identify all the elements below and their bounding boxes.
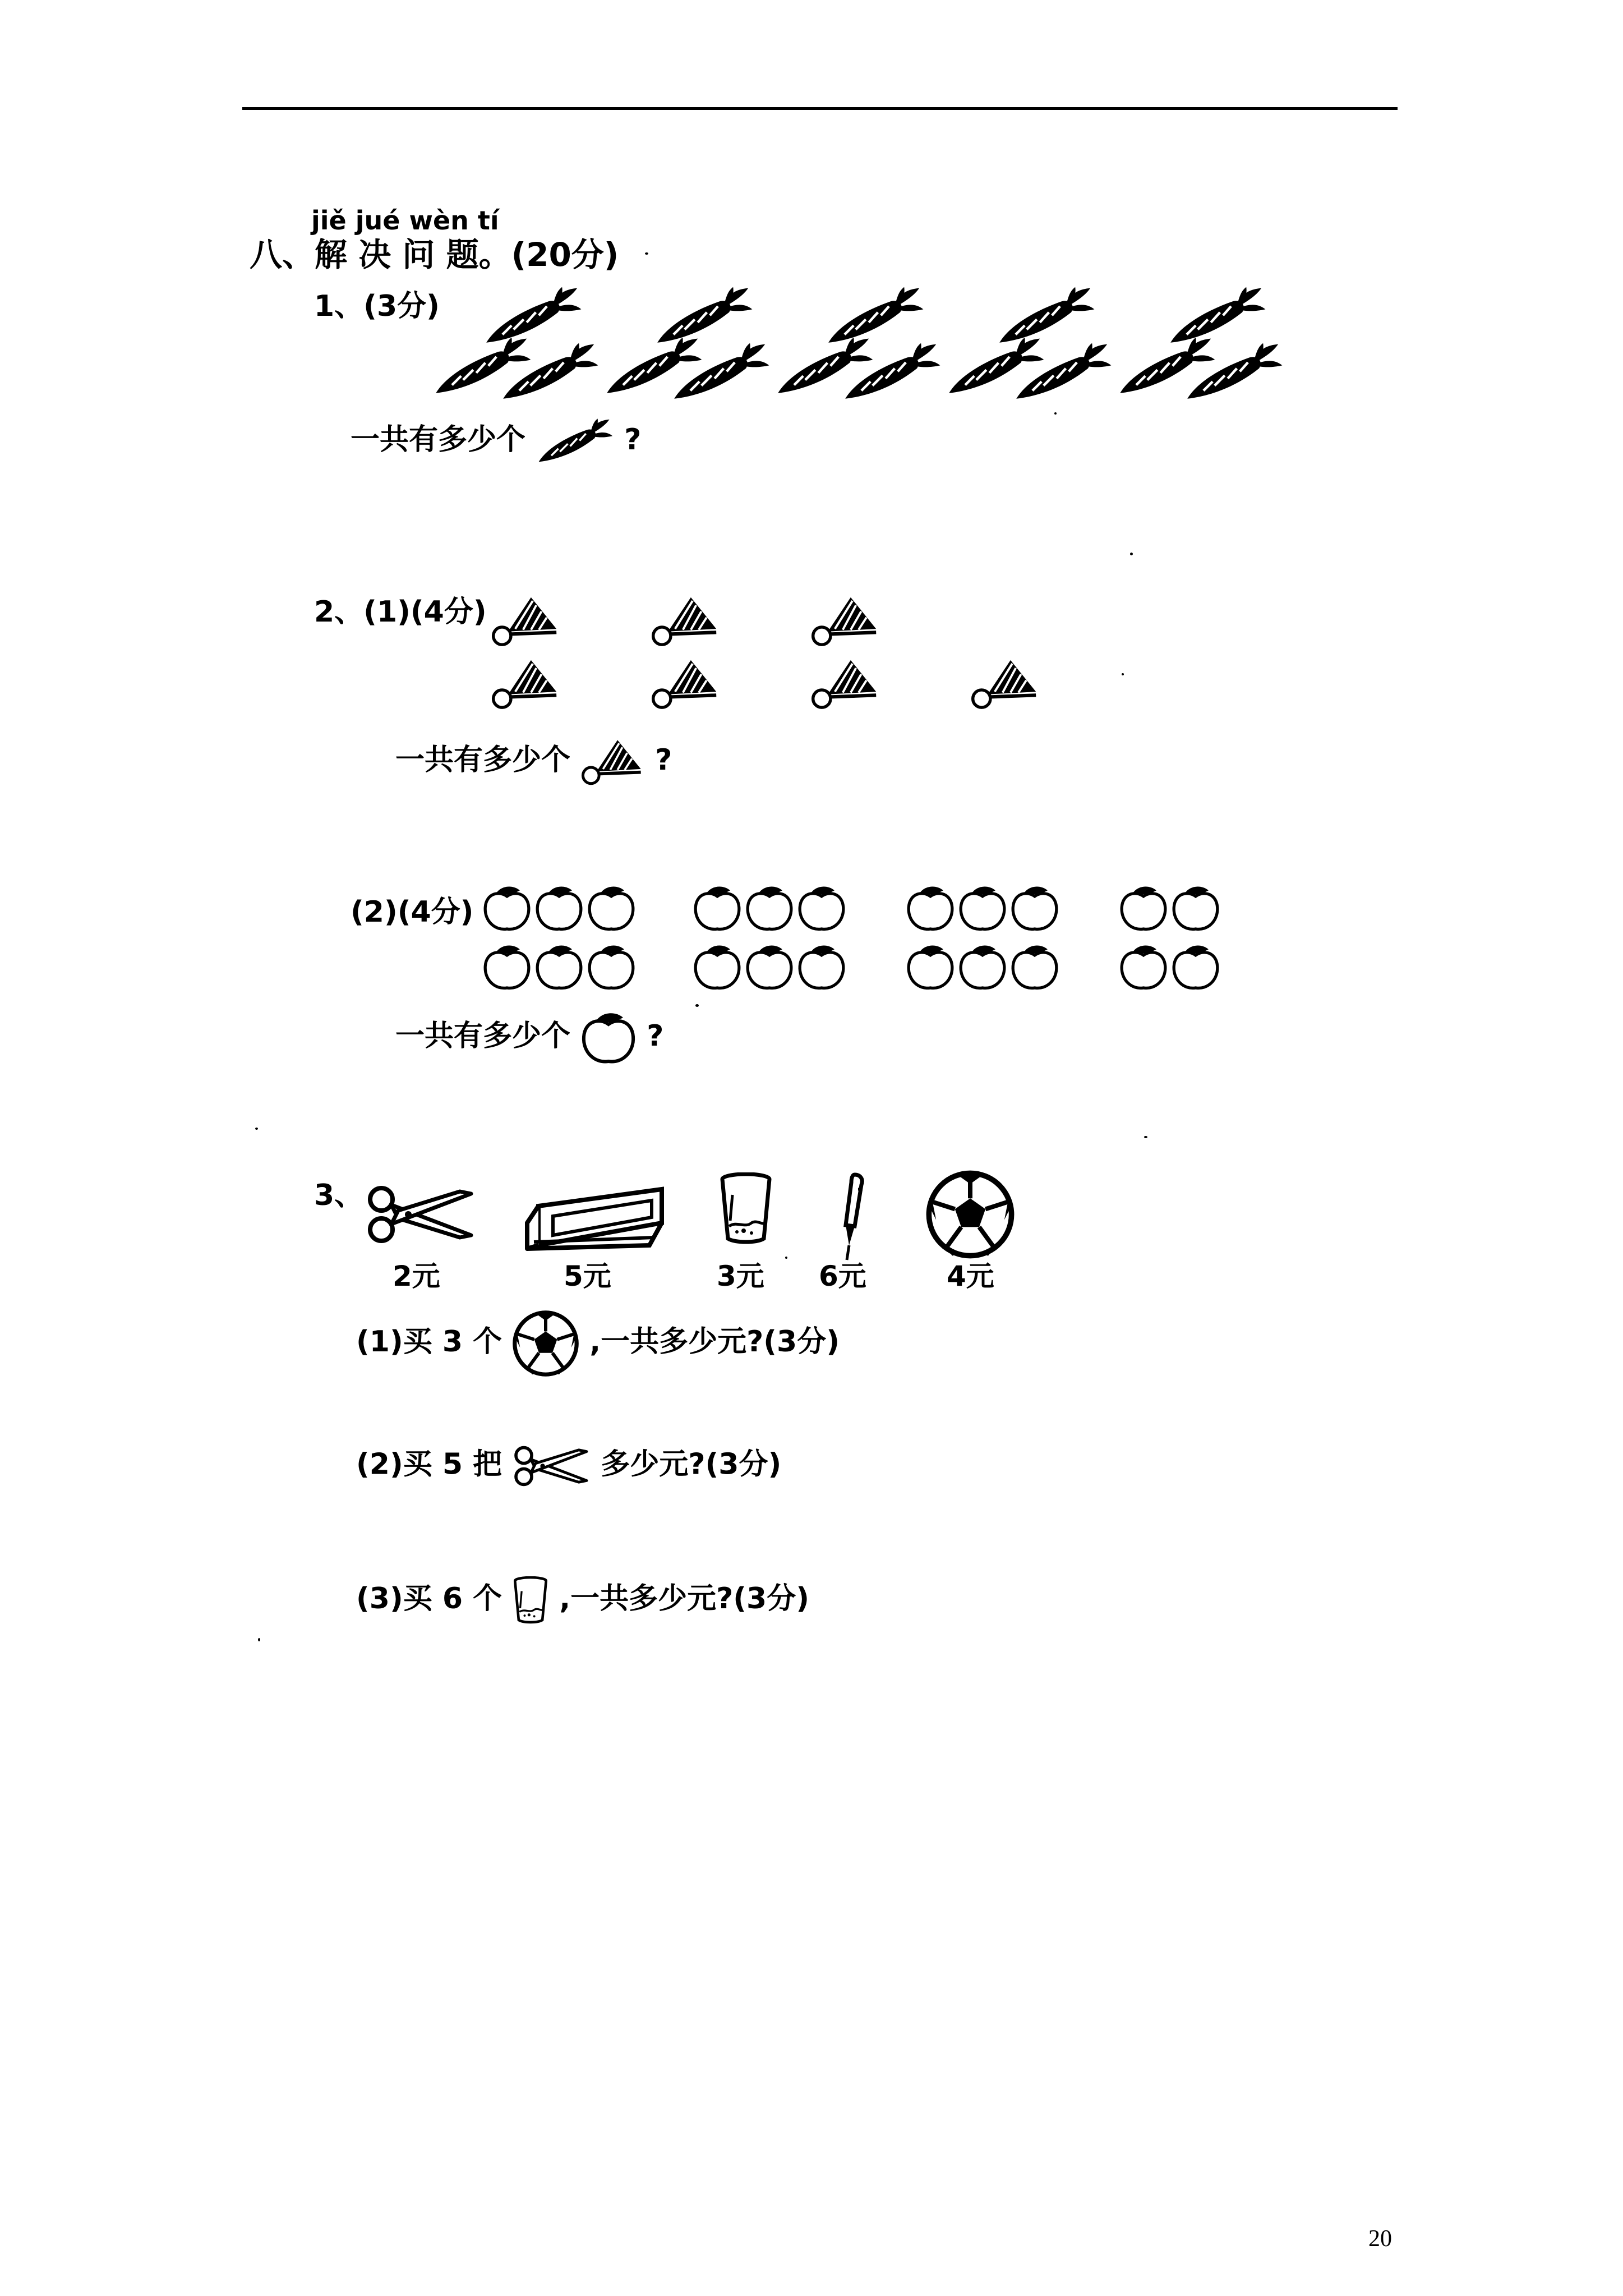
shuttlecock-icon [810, 595, 880, 647]
scissors-icon [365, 1184, 477, 1245]
section-title: 八、解 决 问 题。(20分) [250, 236, 619, 274]
price-item [925, 1170, 1021, 1307]
apple-icon [906, 884, 955, 933]
shuttlecock-icon [651, 657, 721, 710]
apple-icon [482, 942, 532, 992]
apple-icon [1119, 942, 1168, 992]
carrot-icon [670, 342, 771, 403]
shuttlecock-icon [970, 657, 1040, 710]
price-label: 5元 [564, 1260, 611, 1292]
shuttlecock-icon [491, 595, 561, 647]
price-label: 6元 [819, 1260, 866, 1292]
q1-label: 1、(3分) [314, 289, 440, 323]
carrot-icon [499, 342, 600, 403]
price-item [522, 1184, 673, 1307]
q2-part2-question: 一共有多少个 ? [395, 1010, 663, 1066]
shuttlecock-group [491, 595, 1052, 724]
apple-icon [797, 942, 846, 992]
pen-icon [836, 1172, 869, 1262]
q2-part1-label: 2、(1)(4分) [314, 595, 487, 629]
shuttlecock-icon [651, 595, 721, 647]
page-number: 20 [1368, 2226, 1392, 2252]
section-pinyin: jiě jué wèn tí [311, 205, 499, 236]
price-item [712, 1172, 785, 1307]
price-label: 2元 [393, 1260, 440, 1292]
carrot-icon [841, 342, 942, 403]
apple-icon [534, 942, 584, 992]
apple-icon [1010, 942, 1059, 992]
apple-icon [482, 884, 532, 933]
apple-icon [797, 884, 846, 933]
apple-icon [1119, 884, 1168, 933]
price-item [365, 1184, 477, 1307]
apple-icon [958, 942, 1007, 992]
glass-icon [512, 1576, 549, 1625]
shuttlecock-icon [810, 657, 880, 710]
carrot-icon [536, 418, 614, 465]
carrot-group [432, 286, 1256, 415]
apple-icon [534, 884, 584, 933]
apple-icon [693, 884, 742, 933]
apple-icon [745, 884, 794, 933]
apple-icon [580, 1010, 637, 1066]
soccer-ball-icon [512, 1310, 579, 1377]
scissors-icon [512, 1444, 591, 1488]
price-label: 3元 [717, 1260, 764, 1292]
apple-icon [587, 942, 636, 992]
apple-group [482, 884, 1228, 996]
price-label: 4元 [947, 1260, 994, 1292]
apple-icon [745, 942, 794, 992]
apple-icon [587, 884, 636, 933]
apple-icon [906, 942, 955, 992]
apple-icon [1010, 884, 1059, 933]
q1-question: 一共有多少个 ? [351, 418, 641, 465]
carrot-icon [1183, 342, 1284, 403]
q3-sub3: (3)买 6 个 ,一共多少元?(3分) [356, 1576, 809, 1625]
shuttlecock-icon [580, 738, 645, 786]
q2-part2-label: (2)(4分) [351, 895, 474, 929]
apple-icon [693, 942, 742, 992]
q2-part1-question: 一共有多少个 ? [395, 738, 672, 786]
shuttlecock-icon [491, 657, 561, 710]
soccer-ball-icon [925, 1170, 1015, 1259]
price-item [819, 1172, 892, 1307]
apple-icon [1171, 884, 1220, 933]
glass-icon [718, 1172, 774, 1245]
q3-sub1: (1)买 3 个 ,一共多少元?(3分) [356, 1310, 840, 1377]
apple-icon [958, 884, 1007, 933]
q3-sub2: (2)买 5 把 多少元?(3分) [356, 1444, 781, 1488]
apple-icon [1171, 942, 1220, 992]
header-rule [242, 107, 1398, 110]
q3-label: 3、 [314, 1179, 364, 1212]
pencil-case-icon [522, 1184, 667, 1251]
carrot-icon [1012, 342, 1113, 403]
